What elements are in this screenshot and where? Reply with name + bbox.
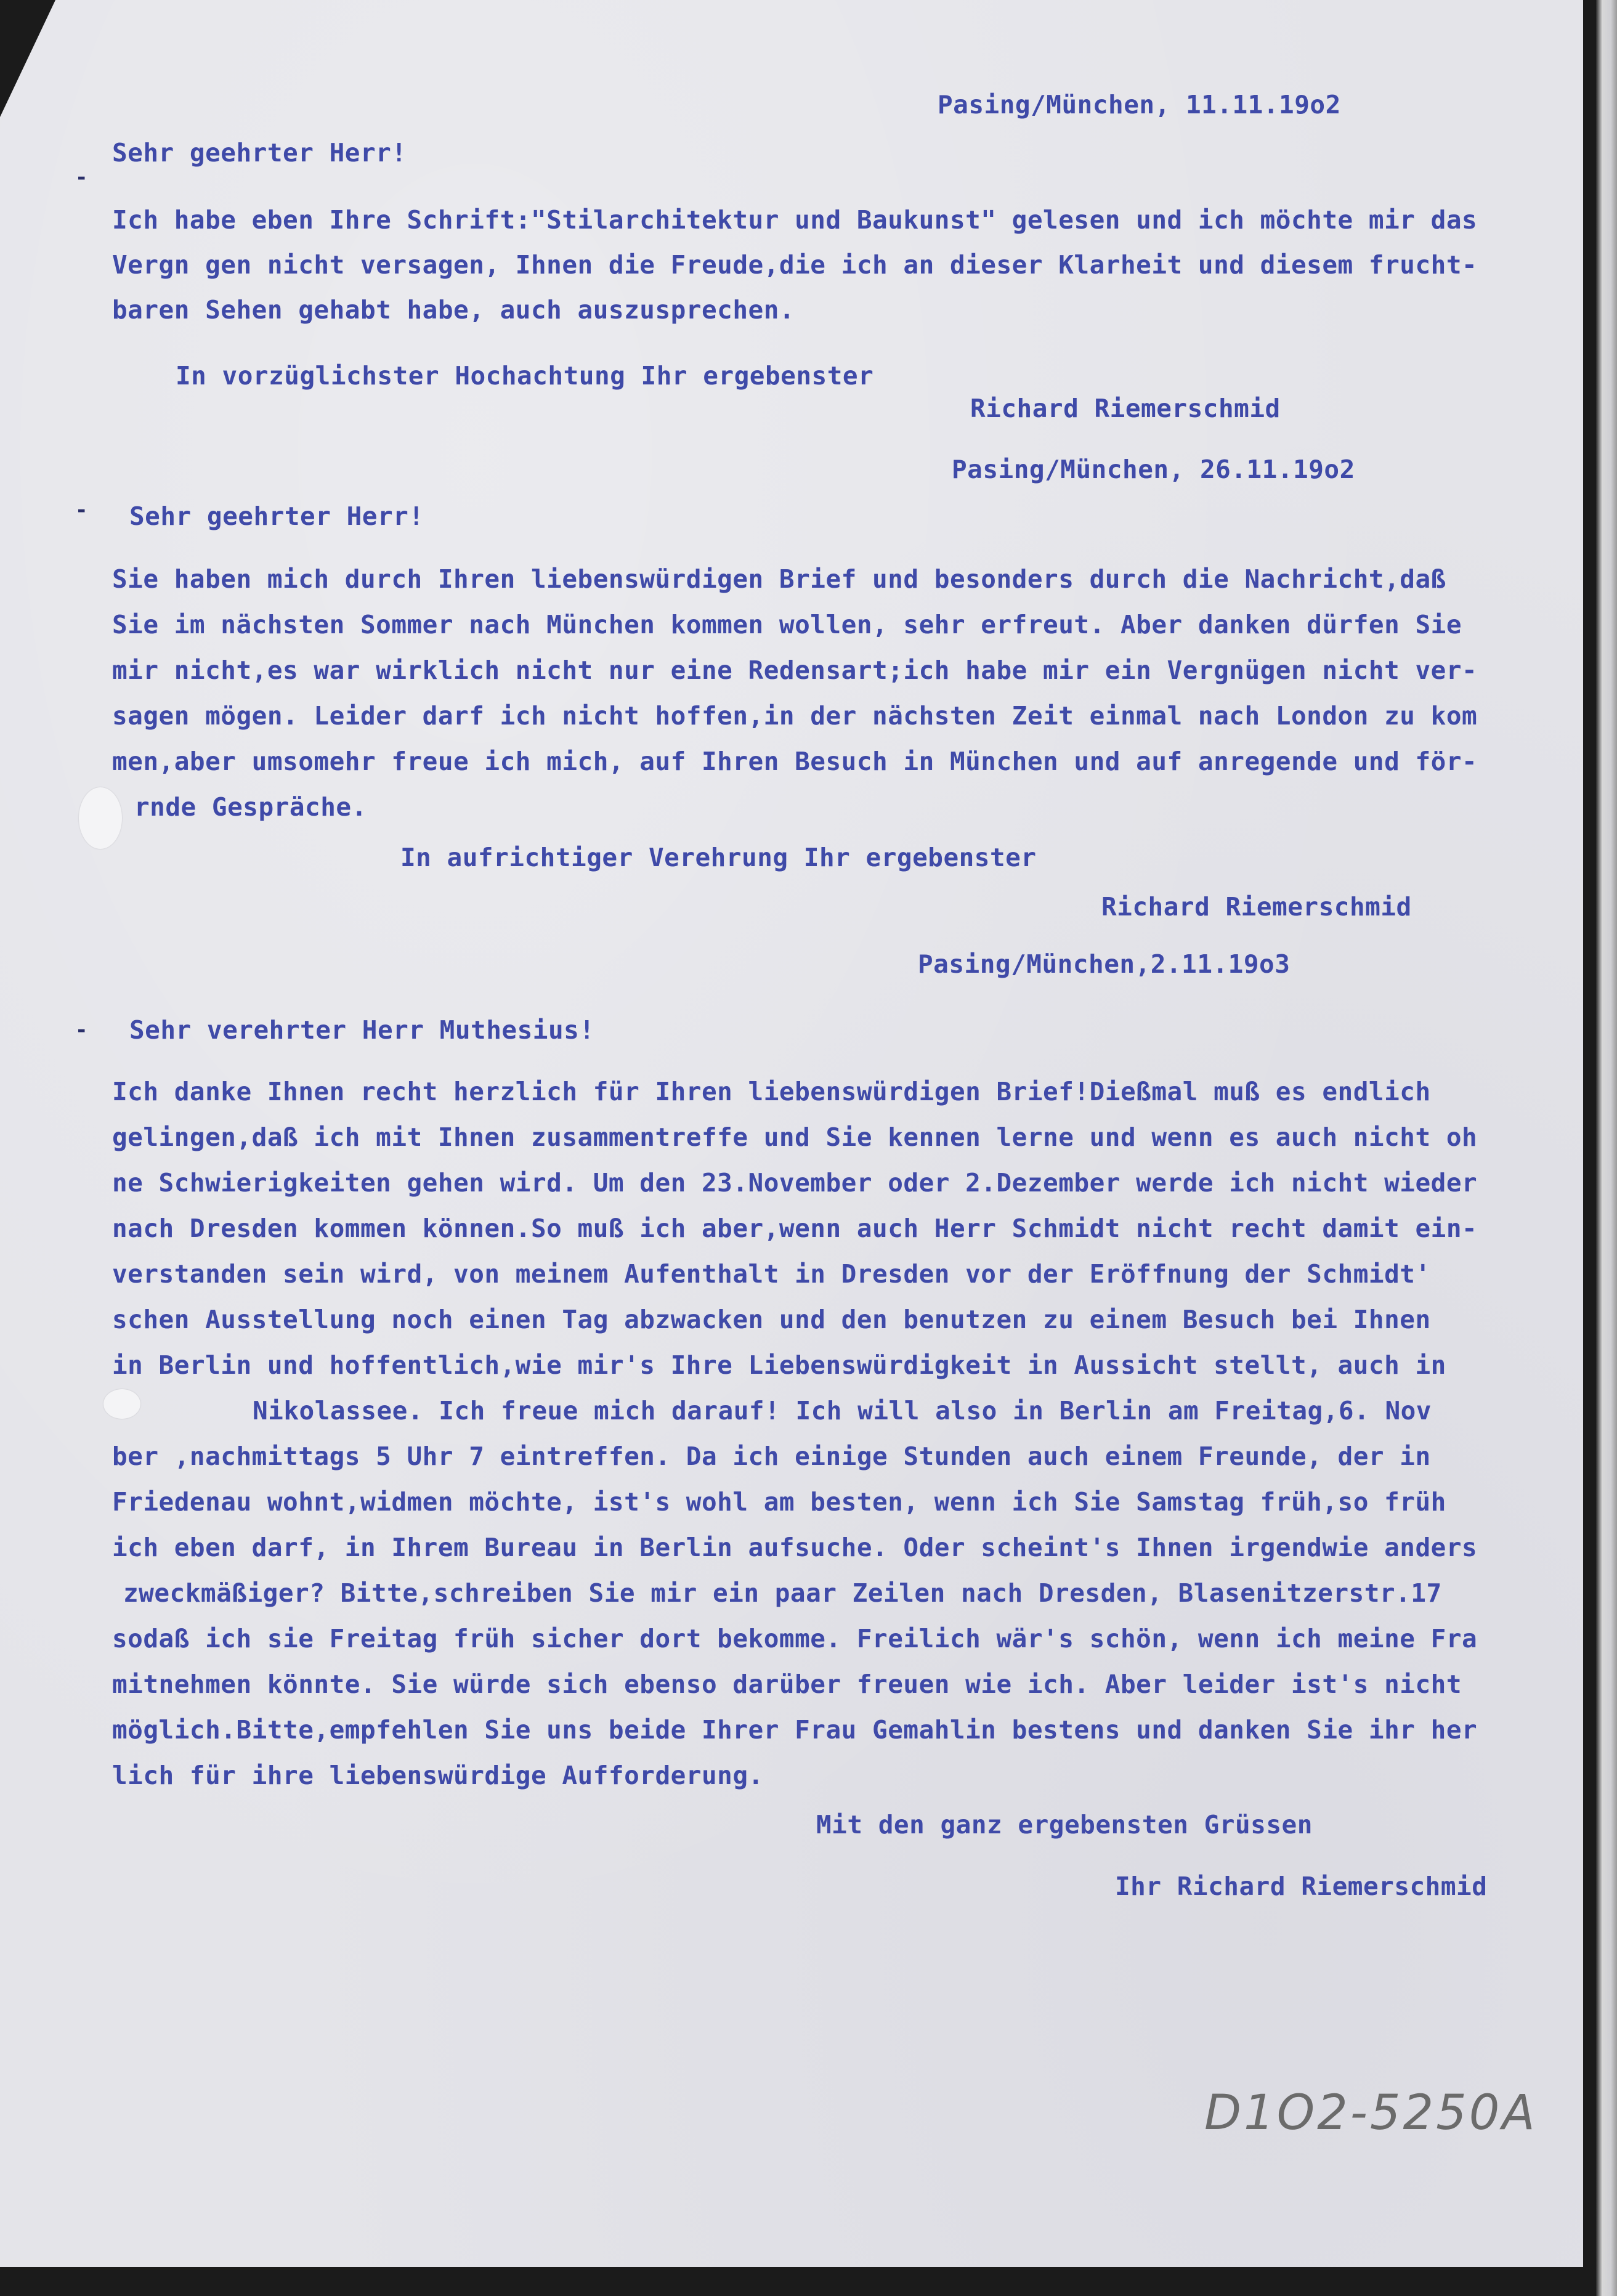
letter-3-line-1: Ich danke Ihnen recht herzlich für Ihren liebenswürdigen Brief!Dießmal muß es endlich: [112, 1077, 1431, 1106]
letter-2-line-3: mir nicht,es war wirklich nicht nur eine Redensart;ich habe mir ein Vergnügen nicht ver-: [112, 655, 1478, 685]
letter-1-line-3: baren Sehen gehabt habe, auch auszusprechen.: [112, 295, 795, 325]
letter-3-line-9: ber ,nachmittags 5 Uhr 7 eintreffen. Da ich einige Stunden auch einem Freunde, der in: [112, 1442, 1431, 1471]
folded-corner: [0, 0, 55, 117]
dateline-3: Pasing/München,2.11.19o3: [918, 949, 1291, 979]
letter-3-line-11: ich eben darf, in Ihrem Bureau in Berlin aufsuche. Oder scheint's Ihnen irgendwie anders: [112, 1533, 1478, 1562]
margin-mark-1: -: [75, 165, 88, 190]
letter-3-line-16: lich für ihre liebenswürdige Aufforderung.: [112, 1761, 764, 1790]
margin-mark-2: -: [75, 498, 88, 522]
letter-3-line-3: ne Schwierigkeiten gehen wird. Um den 23.November oder 2.Dezember werde ich nicht wieder: [112, 1168, 1478, 1198]
letter-3-line-6: schen Ausstellung noch einen Tag abzwacken und den benutzen zu einem Besuch bei Ihnen: [112, 1305, 1431, 1334]
letter-3-line-12: zweckmäßiger? Bitte,schreiben Sie mir ein paar Zeilen nach Dresden, Blasenitzerstr.17: [123, 1578, 1442, 1608]
letter-2-line-5: men,aber umsomehr freue ich mich, auf Ihren Besuch in München und auf anregende und för-: [112, 747, 1478, 776]
letter-3-line-14: mitnehmen könnte. Sie würde sich ebenso darüber freuen wie ich. Aber leider ist's nicht: [112, 1669, 1462, 1699]
salutation-3: Sehr verehrter Herr Muthesius!: [129, 1015, 595, 1045]
letter-2-line-4: sagen mögen. Leider darf ich nicht hoffen,in der nächsten Zeit einmal nach London zu kom: [112, 701, 1478, 731]
paper-hole: [103, 1389, 140, 1419]
letter-3-line-13: sodaß ich sie Freitag früh sicher dort bekomme. Freilich wär's schön, wenn ich meine Fra: [112, 1624, 1478, 1653]
letter-2-line-2: Sie im nächsten Sommer nach München kommen wollen, sehr erfreut. Aber danken dürfen Sie: [112, 610, 1462, 639]
signature-2: Richard Riemerschmid: [1101, 892, 1412, 922]
letter-2-line-6: rnde Gespräche.: [134, 792, 367, 822]
dateline-1: Pasing/München, 11.11.19o2: [938, 90, 1341, 120]
letter-2-line-1: Sie haben mich durch Ihren liebenswürdigen Brief und besonders durch die Nachricht,daß: [112, 564, 1446, 594]
letter-1-line-1: Ich habe eben Ihre Schrift:"Stilarchitektur und Baukunst" gelesen und ich möchte mir das: [112, 205, 1478, 235]
salutation-2: Sehr geehrter Herr!: [129, 501, 424, 531]
signature-1: Richard Riemerschmid: [970, 394, 1281, 423]
dateline-2: Pasing/München, 26.11.19o2: [952, 455, 1355, 484]
paper-hole: [79, 787, 122, 849]
letter-3-line-5: verstanden sein wird, von meinem Aufenthalt in Dresden vor der Eröffnung der Schmidt': [112, 1259, 1431, 1289]
page-edge-shadow: [1596, 0, 1617, 2296]
letter-3-line-2: gelingen,daß ich mit Ihnen zusammentreffe und Sie kennen lerne und wenn es auch nicht oh: [112, 1122, 1478, 1152]
salutation-1: Sehr geehrter Herr!: [112, 138, 407, 168]
letter-3-line-10: Friedenau wohnt,widmen möchte, ist's wohl am besten, wenn ich Sie Samstag früh,so früh: [112, 1487, 1446, 1517]
letter-3-line-15: möglich.Bitte,empfehlen Sie uns beide Ihrer Frau Gemahlin bestens und danken Sie ihr her: [112, 1715, 1478, 1745]
margin-mark-3: -: [75, 1018, 88, 1042]
letter-1-line-2: Vergn gen nicht versagen, Ihnen die Freude,die ich an dieser Klarheit und diesem frucht-: [112, 250, 1478, 280]
closing-3: Mit den ganz ergebensten Grüssen: [816, 1810, 1313, 1840]
letter-3-line-8: Nikolassee. Ich freue mich darauf! Ich will also in Berlin am Freitag,6. Nov: [253, 1396, 1432, 1426]
letter-3-line-4: nach Dresden kommen können.So muß ich aber,wenn auch Herr Schmidt nicht recht damit ein-: [112, 1214, 1478, 1243]
archive-number: D1O2-5250A: [1204, 2085, 1538, 2141]
closing-2: In aufrichtiger Verehrung Ihr ergebenster: [400, 843, 1037, 872]
closing-1: In vorzüglichster Hochachtung Ihr ergebenster: [176, 361, 874, 391]
signature-3: Ihr Richard Riemerschmid: [1115, 1872, 1488, 1901]
letter-3-line-7: in Berlin und hoffentlich,wie mir's Ihre Liebenswürdigkeit in Aussicht stellt, auch in: [112, 1350, 1446, 1380]
